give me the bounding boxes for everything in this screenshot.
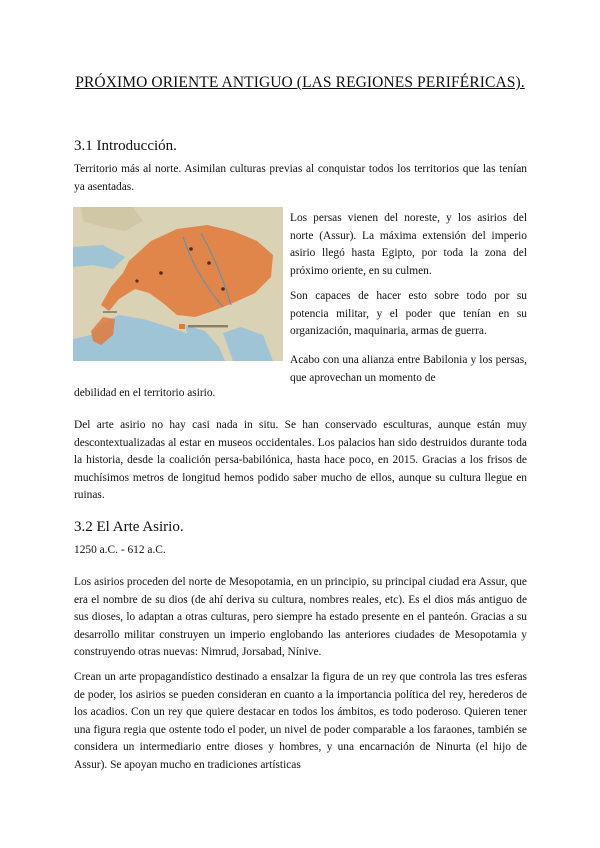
arte-asirio-paragraph: Del arte asirio no hay casi nada in situ. Se han conservado esculturas, aunque están muy descontextualizadas al estar en museos occidentales. Los palacios han sido destruidos durante toda la historia, desde la coalición persa-babilónica, hasta hace poco, en 2015. Gracias a los frisos de muchísimos metros de longitud hemos podido saber mucho de ellos, aunque su cultura llegue en ruinas. — [74, 419, 527, 502]
propaganda-art-paragraph: Crean un arte propagandístico destinado a ensalzar la figura de un rey que controla las tres esferas de poder, los asirios se pueden consideran en cuanto a la importancia política del rey, herederos de los acadios. Con un rey que quiere destacar en todos los ámbitos, es todo poderoso. Quieren tener una figura regia que ostente todo el poder, un nivel de poder comparable a los faraones, también se considera un intermediario entre dioses y hombres, y una encarnación de Ninurta (el hijo de Assur). Se apoyan mucho en tradiciones artísticas — [74, 671, 527, 771]
side-paragraph-persas: Los persas vienen del noreste, y los asirios del norte (Assur). La máxima extensión del imperio asirio llegó hasta Egipto, por toda la zona del próximo oriente, en su culmen. — [290, 212, 527, 277]
side-paragraph-alianza-continuation: debilidad en el territorio asirio. — [74, 387, 216, 399]
asirios-origin-paragraph: Los asirios proceden del norte de Mesopotamia, en un principio, su principal ciudad era Assur, que era el nombre de su dios (de ahí deriva su cultura, nombres reales, etc). Es el dios más antiguo de sus dioses, lo adaptan a otras culturas, pero siempre ha estado presente en el panteón. Gracias a su desarrollo militar construyen un imperio englobando las anteriores ciudades de Mesopotamia y construyendo otras nuevas: Nimrud, Jorsabad, Nínive. — [74, 576, 527, 659]
map-illustration — [73, 207, 283, 361]
section-heading-introduccion: 3.1 Introducción. — [74, 138, 177, 154]
date-range: 1250 a.C. - 612 a.C. — [74, 544, 166, 556]
side-paragraph-potencia: Son capaces de hacer esto sobre todo por su potencia militar, y el poder que tenían en su organización, maquinaria, armas de guerra. — [290, 290, 527, 338]
assyrian-empire-map-image — [73, 207, 283, 361]
side-paragraph-alianza: Acabo con una alianza entre Babilonia y los persas, que aprovechan un momento de — [290, 354, 527, 384]
section-heading-arte-asirio: 3.2 El Arte Asirio. — [74, 519, 184, 535]
page-title: PRÓXIMO ORIENTE ANTIGUO (LAS REGIONES PERIFÉRICAS). — [75, 74, 525, 91]
intro-paragraph: Territorio más al norte. Asimilan culturas previas al conquistar todos los territorios que las tenían ya asentadas. — [74, 163, 527, 193]
